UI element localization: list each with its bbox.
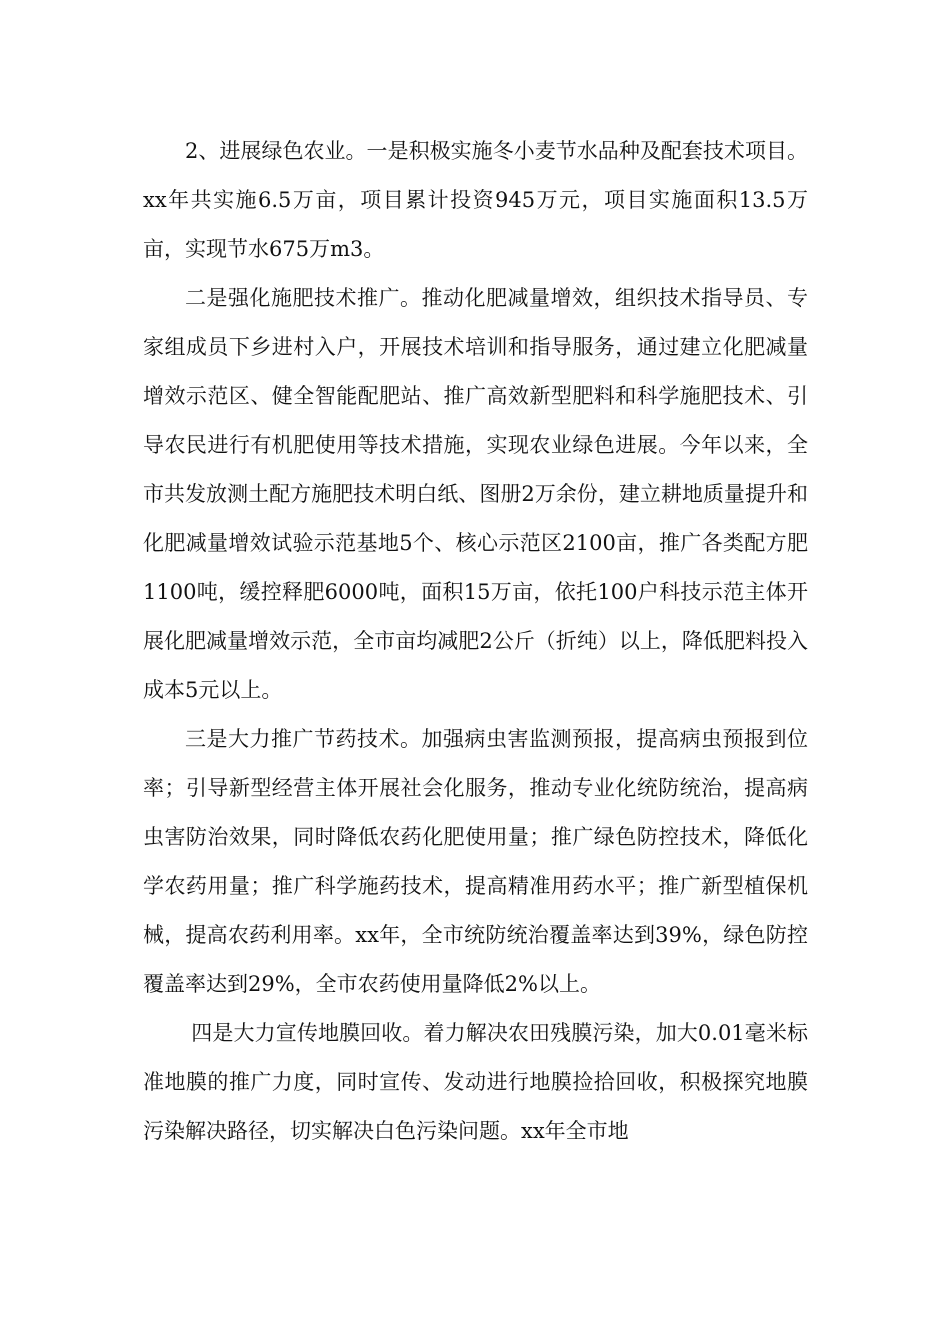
paragraph-fertilizer-technology: 二是强化施肥技术推广。推动化肥减量增效，组织技术指导员、专家组成员下乡进村入户，开展技术培训和指导服务，通过建立化肥减量增效示范区、健全智能配肥站、推广高效新型肥料和科学施肥技术、引导农民进行有机肥使用等技术措施，实现农业绿色进展。今年以来，全市共发放测土配方施肥技术明白纸、图册2万余份，建立耕地质量提升和化肥减量增效试验示范基地5个、核心示范区2100亩，推广各类配方肥1100吨，缓控释肥6000吨，面积15万亩，依托100户科技示范主体开展化肥减量增效示范，全市亩均减肥2公斤（折纯）以上，降低肥料投入成本5元以上。 (143, 286, 808, 702)
paragraph-green-agriculture: 2、进展绿色农业。一是积极实施冬小麦节水品种及配套技术项目。xx年共实施6.5万亩，项目累计投资945万元，项目实施面积13.5万亩，实现节水675万m3。 (143, 139, 808, 261)
document-body (143, 127, 808, 1156)
paragraph-film-recycling: 四是大力宣传地膜回收。着力解决农田残膜污染，加大0.01毫米标准地膜的推广力度，同时宣传、发动进行地膜捡拾回收，积极探究地膜污染解决路径，切实解决白色污染问题。xx年全市地 (143, 1021, 808, 1143)
paragraph-pesticide-technology: 三是大力推广节药技术。加强病虫害监测预报，提高病虫预报到位率；引导新型经营主体开展社会化服务，推动专业化统防统治，提高病虫害防治效果，同时降低农药化肥使用量；推广绿色防控技术，降低化学农药用量；推广科学施药技术，提高精准用药水平；推广新型植保机械，提高农药利用率。xx年，全市统防统治覆盖率达到39%，绿色防控覆盖率达到29%，全市农药使用量降低2%以上。 (143, 727, 808, 996)
